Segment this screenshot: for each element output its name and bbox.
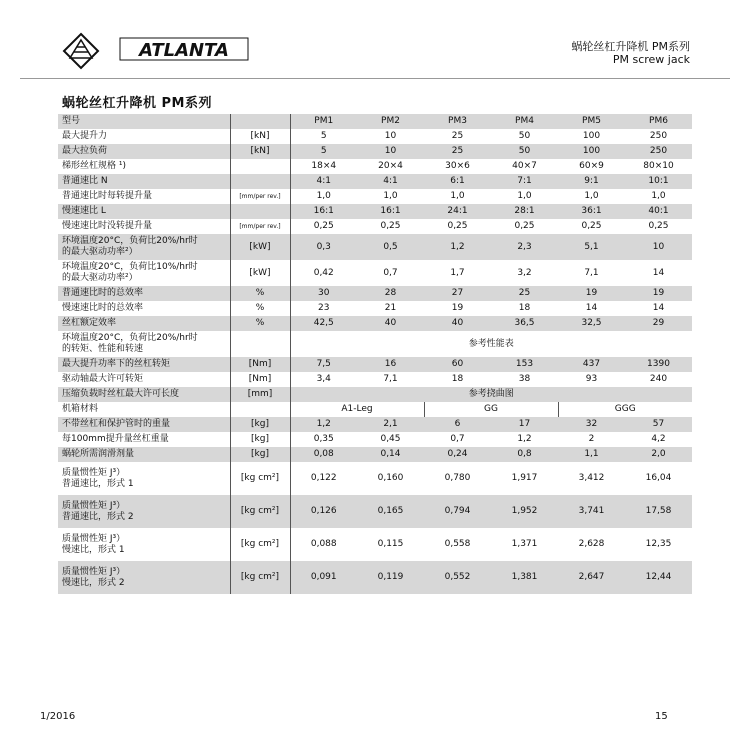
value-cell: 25: [424, 144, 491, 159]
value-cell: 4,2: [651, 434, 666, 444]
value-cell: 0,14: [357, 447, 424, 462]
value-cell: 1,0: [517, 191, 532, 201]
table-row: [58, 561, 692, 594]
row-unit: [kN]: [230, 129, 290, 144]
table-row: [58, 189, 692, 204]
value-cell: 12,35: [645, 539, 672, 549]
model-cell: PM1: [290, 114, 357, 129]
table-row: [58, 204, 692, 219]
value-cell: 0,7: [383, 267, 398, 278]
row-label: 每100mm提升量丝杠重量: [62, 434, 169, 444]
row-label: [58, 462, 230, 495]
table-row: [58, 159, 692, 174]
row-unit: [kg cm²]: [230, 528, 290, 561]
brand-wordmark: [118, 34, 250, 64]
row-label-line: 环境温度20°C，负荷比20%/hr时: [62, 333, 198, 343]
value-cell: 16:1: [290, 204, 357, 219]
row-unit: [Nm]: [230, 357, 290, 372]
header-right: [571, 40, 690, 66]
value-cell: 40×7: [512, 161, 537, 171]
value-cell: 28: [357, 286, 424, 301]
value-cell: 10:1: [625, 174, 692, 189]
row-label: [58, 234, 230, 260]
row-unit: [kg cm²]: [230, 561, 290, 594]
row-label: 普通速比时每转提升量: [62, 191, 153, 201]
value-cell: 23: [318, 303, 330, 313]
value-cell: 4:1: [357, 174, 424, 189]
row-label: 慢速速比时没转提升量: [62, 221, 153, 231]
span-note: 参考挠曲图: [290, 387, 692, 402]
row-unit: [kg]: [230, 432, 290, 447]
row-label-line: 质量惯性矩 J³）: [62, 500, 126, 511]
value-cell: 60: [424, 357, 491, 372]
row-label: [58, 561, 230, 594]
row-unit: [kN]: [230, 144, 290, 159]
row-label-line: 普通速比，形式 2: [62, 511, 134, 522]
table-row: [58, 372, 692, 387]
value-cell: 30: [290, 286, 357, 301]
table-header-row: [58, 114, 692, 129]
value-cell: 50: [518, 131, 531, 141]
table-row: [58, 219, 692, 234]
row-label: 不带丝杠和保护管时的重量: [58, 417, 230, 432]
row-label-line: 质量惯性矩 J³）: [62, 467, 126, 478]
value-cell: 2: [588, 434, 595, 444]
row-unit: [230, 331, 290, 357]
material-cell: A1-Leg: [341, 404, 373, 414]
value-cell: 0,160: [377, 473, 404, 483]
value-cell: 0,25: [380, 221, 401, 231]
value-cell: 36,5: [491, 316, 558, 331]
row-unit: [230, 159, 290, 174]
table-row: [58, 260, 692, 286]
footer-date: 1/2016: [40, 711, 76, 722]
value-cell: 5: [320, 131, 327, 141]
value-cell: 0,08: [290, 447, 357, 462]
value-cell: 2,3: [491, 234, 558, 260]
table-row: [58, 495, 692, 528]
value-cell: 3,4: [316, 374, 331, 384]
value-cell: 17,58: [625, 495, 692, 528]
value-cell: 60×9: [579, 161, 604, 171]
table-row: [58, 301, 692, 316]
value-cell: 19: [625, 286, 692, 301]
value-cell: 0,42: [313, 267, 334, 278]
row-label: 梯形丝杠规格 ¹): [62, 161, 126, 171]
row-unit: [mm/per rev.]: [230, 189, 290, 204]
table-row: [58, 402, 692, 417]
value-cell: 24:1: [424, 204, 491, 219]
model-cell: PM6: [625, 114, 692, 129]
value-cell: 32,5: [558, 316, 625, 331]
table-row: [58, 417, 692, 432]
page-number: 15: [655, 711, 668, 722]
row-label-line: 慢速比，形式 1: [62, 544, 125, 555]
table-row: [58, 432, 692, 447]
value-cell: 10: [357, 144, 424, 159]
value-cell: 5,1: [558, 234, 625, 260]
table-row: [58, 174, 692, 189]
value-cell: 40: [424, 316, 491, 331]
value-cell: 42,5: [290, 316, 357, 331]
value-cell: 0,25: [648, 221, 669, 231]
material-cell: GGG: [558, 402, 692, 417]
row-unit: [kg]: [230, 447, 290, 462]
value-cell: 27: [424, 286, 491, 301]
value-cell: 0,5: [357, 234, 424, 260]
header-unit: [230, 114, 290, 129]
value-cell: 7,1: [383, 374, 398, 384]
row-label: 机箱材料: [62, 404, 99, 414]
row-label: [58, 528, 230, 561]
value-cell: 10: [625, 234, 692, 260]
value-cell: 20×4: [378, 161, 403, 171]
value-cell: 40:1: [625, 204, 692, 219]
row-unit: [Nm]: [230, 372, 290, 387]
value-cell: 0,24: [424, 447, 491, 462]
value-cell: 12,44: [625, 561, 692, 594]
row-label-line: 环境温度20°C，负荷比10%/hr时: [62, 262, 198, 272]
row-label-line: 环境温度20°C，负荷比20%/hr时: [62, 236, 198, 246]
header-title-cn: 蜗轮丝杠升降机 PM系列: [571, 40, 690, 53]
value-cell: 0,7: [450, 434, 465, 444]
value-cell: 0,552: [424, 561, 491, 594]
value-cell: 0,35: [313, 434, 334, 444]
row-label: 普通速比时的总效率: [58, 286, 230, 301]
value-cell: 1,0: [450, 191, 465, 201]
value-cell: 2,0: [625, 447, 692, 462]
table-row: [58, 387, 692, 402]
row-label: 驱动轴最大许可转矩: [62, 374, 144, 384]
value-cell: 9:1: [558, 174, 625, 189]
value-cell: 2,628: [578, 539, 605, 549]
value-cell: 93: [585, 374, 598, 384]
row-label: 最大提升力: [62, 131, 108, 141]
value-cell: 2,647: [558, 561, 625, 594]
value-cell: 1,371: [511, 539, 538, 549]
value-cell: 1,2: [290, 417, 357, 432]
value-cell: 19: [451, 303, 464, 313]
value-cell: 1,0: [383, 191, 398, 201]
value-cell: 0,25: [514, 221, 535, 231]
table-row: [58, 129, 692, 144]
row-label-line: 的最大驱动功率²）: [62, 247, 138, 257]
row-label-line: 慢速比，形式 2: [62, 577, 125, 588]
model-cell: PM2: [357, 114, 424, 129]
value-cell: 4:1: [290, 174, 357, 189]
value-cell: 6:1: [424, 174, 491, 189]
table-row: [58, 234, 692, 260]
value-cell: 19: [558, 286, 625, 301]
row-unit: [230, 174, 290, 189]
page-title: 蜗轮丝杠升降机 PM系列: [62, 96, 212, 111]
value-cell: 1,381: [491, 561, 558, 594]
value-cell: 0,088: [310, 539, 337, 549]
value-cell: 17: [491, 417, 558, 432]
value-cell: 30×6: [445, 161, 470, 171]
value-cell: 1,7: [450, 267, 465, 278]
value-cell: 0,558: [444, 539, 471, 549]
row-label: 丝杠额定效率: [58, 316, 230, 331]
value-cell: 25: [451, 131, 464, 141]
value-cell: 40: [357, 316, 424, 331]
value-cell: 18: [518, 303, 531, 313]
value-cell: 0,25: [581, 221, 602, 231]
value-cell: 1,0: [584, 191, 599, 201]
value-cell: 100: [582, 131, 601, 141]
value-cell: 14: [652, 303, 665, 313]
row-label-line: 普通速比，形式 1: [62, 478, 134, 489]
row-unit: [kg]: [230, 417, 290, 432]
spec-table: [58, 114, 692, 594]
table-row: [58, 462, 692, 495]
header-rule: [20, 78, 730, 79]
row-label: 最大提升功率下的丝杠转矩: [58, 357, 230, 372]
row-unit: [230, 402, 290, 417]
page-header: [0, 0, 750, 80]
value-cell: 250: [625, 144, 692, 159]
header-label: 型号: [58, 114, 230, 129]
row-label: 最大拉负荷: [58, 144, 230, 159]
value-cell: 16,04: [645, 473, 672, 483]
value-cell: 7:1: [491, 174, 558, 189]
row-label-line: 质量惯性矩 J³）: [62, 566, 126, 577]
value-cell: 3,412: [578, 473, 605, 483]
value-cell: 1,2: [424, 234, 491, 260]
value-cell: 18×4: [311, 161, 337, 171]
value-cell: 1,2: [517, 434, 532, 444]
row-unit: [kW]: [230, 260, 290, 286]
value-cell: 50: [491, 144, 558, 159]
row-label-line: 的转矩、性能和转速: [62, 344, 144, 354]
value-cell: 1,952: [491, 495, 558, 528]
model-cell: PM5: [558, 114, 625, 129]
value-cell: 0,8: [491, 447, 558, 462]
row-unit: [230, 204, 290, 219]
row-label: 慢速速比时的总效率: [62, 303, 144, 313]
value-cell: 153: [491, 357, 558, 372]
row-label: 普通速比 N: [58, 174, 230, 189]
table-row: [58, 331, 692, 357]
header-title-en: PM screw jack: [612, 53, 690, 66]
row-label-line: 的最大驱动功率²）: [62, 273, 138, 283]
row-unit: [kg cm²]: [230, 462, 290, 495]
value-cell: 36:1: [558, 204, 625, 219]
value-cell: 29: [625, 316, 692, 331]
value-cell: 0,091: [290, 561, 357, 594]
value-cell: 80×10: [643, 161, 674, 171]
value-cell: 1,917: [511, 473, 538, 483]
value-cell: 25: [491, 286, 558, 301]
span-note: 参考性能表: [468, 338, 514, 349]
model-cell: PM3: [424, 114, 491, 129]
value-cell: 28:1: [491, 204, 558, 219]
value-cell: 1,0: [316, 191, 331, 201]
table-row: [58, 447, 692, 462]
material-cell: GG: [424, 402, 558, 417]
value-cell: 14: [652, 267, 665, 278]
value-cell: 16: [357, 357, 424, 372]
row-label: 慢速速比 L: [58, 204, 230, 219]
row-label: [58, 495, 230, 528]
value-cell: 0,25: [447, 221, 468, 231]
row-label: 压缩负载时丝杠最大许可长度: [58, 387, 230, 402]
table-row: [58, 528, 692, 561]
value-cell: 5: [290, 144, 357, 159]
value-cell: 1,1: [558, 447, 625, 462]
value-cell: 0,3: [290, 234, 357, 260]
table-row: [58, 316, 692, 331]
row-unit: %: [230, 286, 290, 301]
value-cell: 0,122: [310, 473, 337, 483]
row-unit: [kW]: [230, 234, 290, 260]
table-row: [58, 357, 692, 372]
model-cell: PM4: [491, 114, 558, 129]
value-cell: 3,2: [517, 267, 532, 278]
row-unit: [kg cm²]: [230, 495, 290, 528]
value-cell: 0,126: [290, 495, 357, 528]
row-label: [58, 260, 230, 286]
value-cell: 437: [558, 357, 625, 372]
value-cell: 1390: [625, 357, 692, 372]
value-cell: 57: [625, 417, 692, 432]
value-cell: 16:1: [357, 204, 424, 219]
value-cell: 10: [384, 131, 397, 141]
value-cell: 100: [558, 144, 625, 159]
value-cell: 14: [585, 303, 598, 313]
row-unit: %: [230, 301, 290, 316]
value-cell: 0,119: [357, 561, 424, 594]
brand-text: ATLANTA: [139, 40, 229, 61]
row-label-line: 质量惯性矩 J³）: [62, 533, 126, 544]
value-cell: 7,1: [584, 267, 599, 278]
atlanta-logo-icon: [62, 32, 100, 70]
value-cell: 0,115: [377, 539, 404, 549]
value-cell: 18: [451, 374, 464, 384]
row-unit: [mm]: [230, 387, 290, 402]
value-cell: 1,0: [651, 191, 666, 201]
value-cell: 6: [424, 417, 491, 432]
value-cell: 0,780: [444, 473, 471, 483]
value-cell: 240: [649, 374, 668, 384]
value-cell: 38: [518, 374, 531, 384]
row-label: [58, 331, 230, 357]
value-cell: 7,5: [290, 357, 357, 372]
row-unit: %: [230, 316, 290, 331]
value-cell: 3,741: [558, 495, 625, 528]
row-unit: [mm/per rev.]: [230, 219, 290, 234]
row-label: 蜗轮所需润滑剂量: [58, 447, 230, 462]
value-cell: 0,25: [313, 221, 334, 231]
value-cell: 0,165: [357, 495, 424, 528]
value-cell: 250: [649, 131, 668, 141]
value-cell: 32: [558, 417, 625, 432]
value-cell: 0,794: [424, 495, 491, 528]
table-row: [58, 286, 692, 301]
value-cell: 0,45: [380, 434, 401, 444]
value-cell: 21: [384, 303, 397, 313]
value-cell: 2,1: [357, 417, 424, 432]
table-row: [58, 144, 692, 159]
